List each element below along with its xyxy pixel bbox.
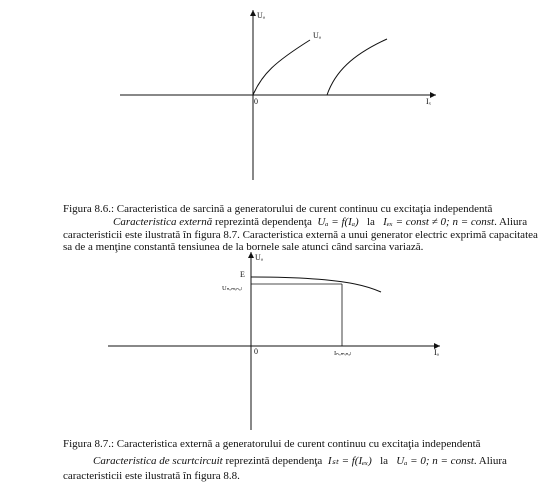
fig2-u-nominal-label: Uₙₒₘᵢₙₐₗ [222,285,242,292]
term-short-circuit-characteristic: Caracteristica de scurtcircuit [93,455,223,467]
paragraph-1-line-1 [113,216,527,229]
term-external-characteristic: Caracteristica externă [113,216,213,228]
fig1-curve-1 [253,40,310,95]
para1-equation-2: Iₑₓ = const ≠ 0; n = const [383,216,495,228]
para1-text-a: reprezintă dependenţa [215,216,312,228]
fig2-x-axis-label: Iₐ [434,348,439,357]
fig2-external-curve [251,277,381,292]
para2-text-b: . Aliura [473,455,507,467]
para2-text-a: reprezintă dependenţa [225,455,323,467]
para1-text-b: . Aliura [494,216,528,228]
fig1-y-axis-label: Uₐ [257,11,265,20]
fig2-i-nominal-label: Iₙₒₘᵢₙₐₗ [334,350,352,357]
paragraph-2-line-2: caracteristicii este ilustrată în figura 8.8. [63,470,240,482]
paragraph-1-line-2: caracteristicii este ilustrată în figura 8.7. Caracteristica externă a unui generator electric exprimă capacitatea [63,229,538,241]
fig2-y-axis-label: Uₐ [255,253,263,262]
para2-equation-2: Uₐ = 0; n = const [396,455,474,467]
fig1-origin-label: 0 [254,97,258,106]
fig1-x-axis-label: Iₓ [426,97,431,106]
fig1-curve-label: Uₐ [313,31,321,40]
figure-8-6-caption: Figura 8.6.: Caracteristica de sarcină a generatorului de curent continuu cu excitaţia independentă [63,203,493,215]
para2-la: la [380,455,389,467]
paragraph-1-line-3: sa de a menţine constantă tensiunea de la bornele sale atunci când sarcina variază. [63,241,424,253]
paragraph-2-line-1 [93,455,507,468]
fig2-e-label: E [240,270,245,279]
para1-equation-1: Uₐ = f(Iₐ) [317,216,359,228]
fig1-curve-2 [327,39,387,95]
para1-la: la [366,216,375,228]
figure-8-7-caption: Figura 8.7.: Caracteristica externă a generatorului de curent continuu cu excitaţia independentă [63,438,481,450]
para2-equation-1: Iₛₜ = f(Iₑₓ) [327,455,372,467]
fig2-origin-label: 0 [254,347,258,356]
